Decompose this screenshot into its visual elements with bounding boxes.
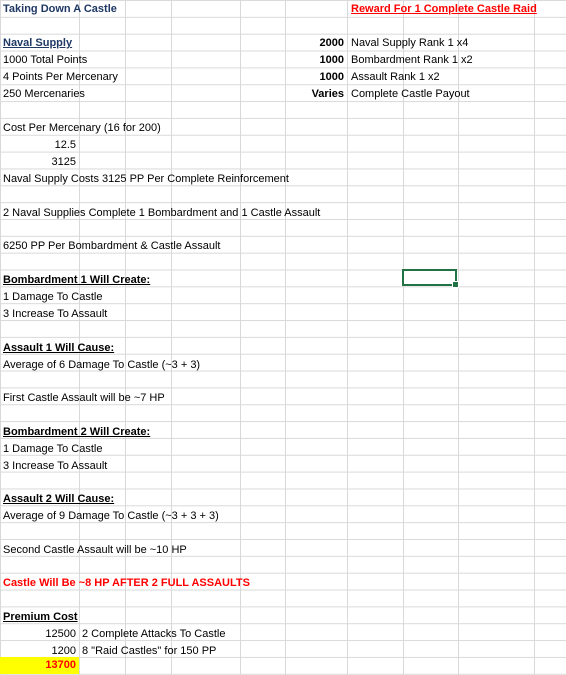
reward-label[interactable]: Naval Supply Rank 1 x4	[351, 37, 469, 49]
sheet-title[interactable]: Taking Down A Castle	[3, 3, 117, 15]
reward-label[interactable]: Assault Rank 1 x2	[351, 71, 440, 83]
naval-points-per-mercenary[interactable]: 4 Points Per Mercenary	[3, 71, 118, 83]
cost-value[interactable]: 3125	[51, 156, 76, 168]
premium-value[interactable]: 12500	[45, 628, 76, 640]
result-summary[interactable]: Castle Will Be ~8 HP AFTER 2 FULL ASSAULTS	[3, 577, 250, 589]
selected-cell[interactable]	[402, 269, 457, 286]
column-divider	[171, 0, 172, 675]
bombardment-1-line[interactable]: 1 Damage To Castle	[3, 291, 103, 303]
assault-1-note[interactable]: First Castle Assault will be ~7 HP	[3, 392, 165, 404]
bombardment-1-line[interactable]: 3 Increase To Assault	[3, 308, 108, 320]
column-divider	[534, 0, 535, 675]
premium-label[interactable]: 2 Complete Attacks To Castle	[82, 628, 226, 640]
bombardment-2-line[interactable]: 3 Increase To Assault	[3, 460, 108, 472]
reward-value[interactable]: 2000	[319, 37, 344, 49]
naval-supply-heading[interactable]: Naval Supply	[3, 37, 73, 49]
assault-1-line[interactable]: Average of 6 Damage To Castle (~3 + 3)	[3, 359, 201, 371]
column-divider	[240, 0, 241, 675]
assault-2-heading[interactable]: Assault 2 Will Cause:	[3, 493, 115, 505]
assault-2-note[interactable]: Second Castle Assault will be ~10 HP	[3, 544, 187, 556]
reward-value[interactable]: 1000	[319, 54, 344, 66]
assault-2-line[interactable]: Average of 9 Damage To Castle (~3 + 3 + 3)	[3, 510, 219, 522]
cost-value[interactable]: 12.5	[54, 139, 76, 151]
reward-label[interactable]: Bombardment Rank 1 x2	[351, 54, 473, 66]
premium-label[interactable]: 8 "Raid Castles" for 150 PP	[82, 645, 217, 657]
naval-supplies-note[interactable]: 2 Naval Supplies Complete 1 Bombardment and 1 Castle Assault	[3, 207, 321, 219]
cost-per-mercenary[interactable]: Cost Per Mercenary (16 for 200)	[3, 122, 161, 134]
naval-mercenaries[interactable]: 250 Mercenaries	[3, 88, 85, 100]
bombardment-1-heading[interactable]: Bombardment 1 Will Create:	[3, 274, 151, 286]
assault-1-heading[interactable]: Assault 1 Will Cause:	[3, 342, 115, 354]
reward-value[interactable]: 1000	[319, 71, 344, 83]
reward-label[interactable]: Complete Castle Payout	[351, 88, 470, 100]
premium-cost-heading[interactable]: Premium Cost	[3, 611, 78, 623]
reward-heading[interactable]: Reward For 1 Complete Castle Raid	[351, 3, 537, 15]
bombardment-2-line[interactable]: 1 Damage To Castle	[3, 443, 103, 455]
premium-value[interactable]: 1200	[51, 645, 76, 657]
bombardment-2-heading[interactable]: Bombardment 2 Will Create:	[3, 426, 151, 438]
premium-total[interactable]: 13700	[45, 659, 76, 671]
column-divider	[125, 0, 126, 675]
reward-value[interactable]: Varies	[311, 88, 344, 100]
fill-handle[interactable]	[452, 281, 459, 288]
naval-total-points[interactable]: 1000 Total Points	[3, 54, 88, 66]
pp-per-bombardment-note[interactable]: 6250 PP Per Bombardment & Castle Assault	[3, 240, 221, 252]
naval-supply-cost-note[interactable]: Naval Supply Costs 3125 PP Per Complete Reinforcement	[3, 173, 289, 185]
